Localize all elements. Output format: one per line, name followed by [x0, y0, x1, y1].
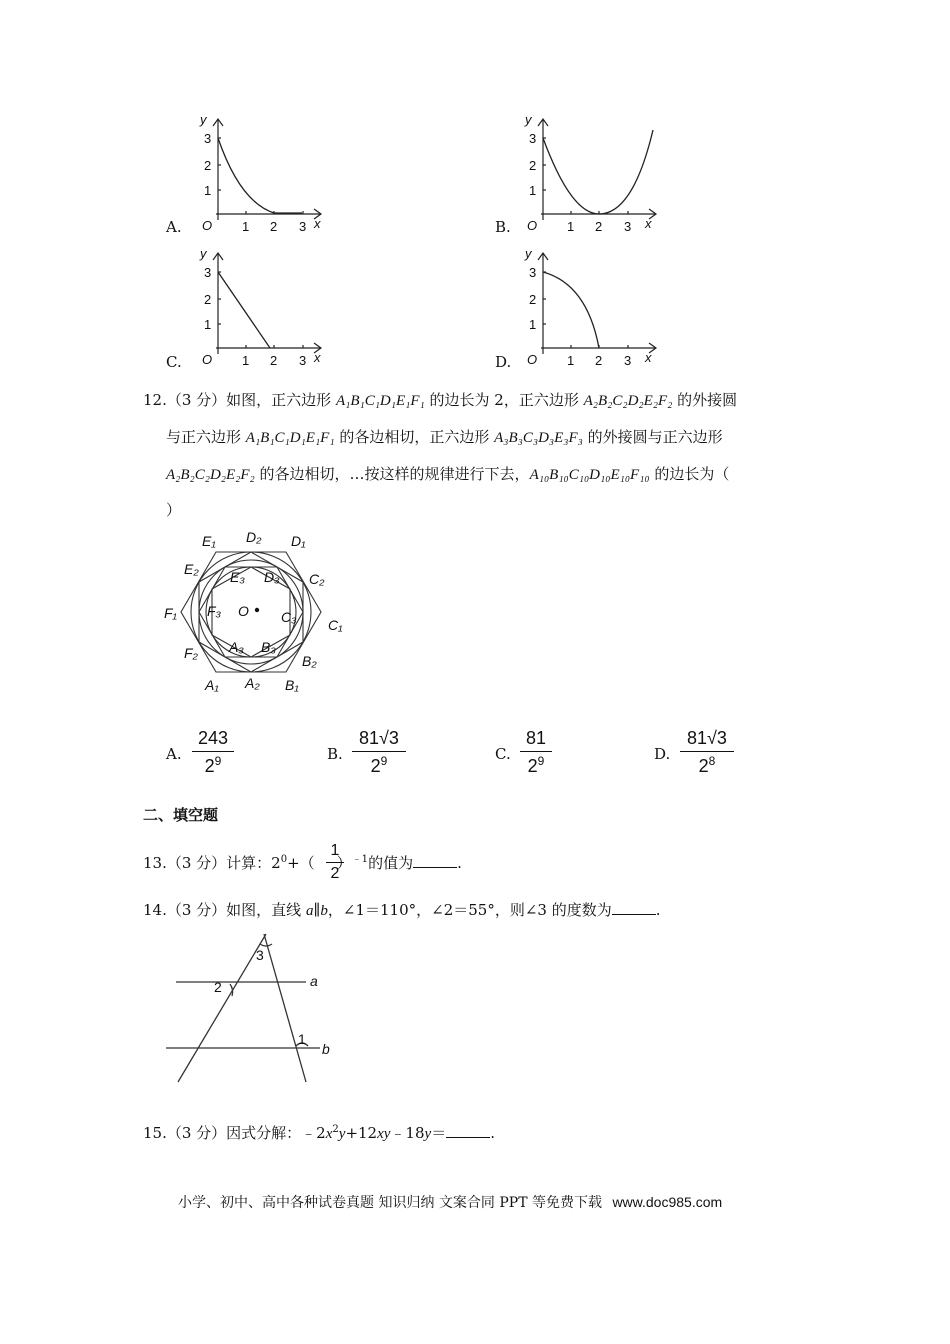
svg-text:A₃: A₃ [229, 639, 244, 655]
q12-option-d-fraction: 81√3 $2^8$ [680, 728, 734, 777]
svg-text:3: 3 [299, 353, 307, 368]
q12-option-c-fraction: 81 $2^9$ [520, 728, 552, 777]
q14-answer-blank[interactable] [612, 900, 656, 915]
svg-text:E₃: E₃ [230, 569, 245, 585]
svg-text:C₃: C₃ [281, 609, 297, 625]
graph-a-xlabel: x [314, 216, 321, 231]
svg-text:3: 3 [624, 353, 632, 368]
svg-text:F₁: F₁ [164, 605, 177, 621]
footer [178, 1192, 722, 1212]
option-d-label: D. [495, 353, 512, 371]
svg-text:F₂: F₂ [184, 645, 198, 661]
footer-text: 小学、初中、高中各种试卷真题 知识归纳 文案合同 PPT 等免费下载 [178, 1195, 602, 1211]
q12-line4: ） [166, 501, 182, 519]
graph-a [190, 110, 340, 238]
svg-text:F₃: F₃ [207, 603, 222, 619]
q15-text: 15.（3 分）因式分解：$﹣2x^2y+12xy﹣18y=$ . [143, 1124, 495, 1142]
svg-text:2: 2 [529, 292, 537, 307]
svg-text:A₂: A₂ [245, 675, 260, 691]
svg-text:x: x [645, 350, 652, 365]
option-b-label: B. [495, 218, 511, 236]
footer-url[interactable]: www.doc985.com [612, 1194, 723, 1210]
svg-text:2: 2 [270, 219, 278, 234]
svg-text:C₂: C₂ [309, 571, 325, 587]
graph-c [190, 244, 340, 372]
svg-text:x: x [645, 216, 652, 231]
graph-b [515, 110, 665, 238]
svg-text:O: O [202, 352, 213, 367]
svg-text:D₃: D₃ [264, 569, 280, 585]
q12-option-c-label: C. [495, 745, 511, 763]
svg-text:1: 1 [242, 219, 250, 234]
svg-text:D₂: D₂ [246, 529, 262, 545]
svg-text:C₁: C₁ [328, 617, 343, 633]
svg-text:y: y [525, 246, 532, 261]
svg-text:2: 2 [270, 353, 278, 368]
svg-text:3: 3 [299, 219, 307, 234]
q12-line2: 与正六边形 A₁B₁C₁D₁E₁F₁ 的各边相切，正六边形 A₃B₃C₃D₃E₃F₃ 的外接圆与正六边形 [166, 428, 723, 446]
svg-text:2: 2 [204, 158, 212, 173]
svg-text:O: O [527, 218, 538, 233]
svg-text:D₁: D₁ [291, 533, 306, 549]
svg-text:1: 1 [204, 317, 212, 332]
svg-text:a: a [310, 973, 318, 989]
svg-text:1: 1 [204, 183, 212, 198]
svg-text:O: O [527, 352, 538, 367]
svg-text:y: y [525, 112, 532, 127]
svg-text:B₁: B₁ [285, 677, 299, 693]
svg-text:2: 2 [595, 353, 603, 368]
svg-text:3: 3 [529, 131, 537, 146]
q12-option-d-label: D. [654, 745, 671, 763]
section-title: 二、填空题 [143, 806, 219, 824]
svg-text:x: x [314, 350, 321, 365]
q12-option-b-label: B. [327, 745, 343, 763]
graph-a-origin: O [202, 218, 213, 233]
svg-text:3: 3 [529, 265, 537, 280]
parallel-lines-figure [160, 928, 350, 1086]
q12-line1: 12.（3 分）如图，正六边形 A₁B₁C₁D₁E₁F₁ 的边长为 2，正六边形 A₂B₂C₂D₂E₂F₂ 的外接圆 [143, 391, 738, 409]
q15-answer-blank[interactable] [446, 1123, 490, 1138]
svg-text:y: y [200, 246, 207, 261]
svg-text:3: 3 [624, 219, 632, 234]
q13-answer-blank[interactable] [413, 853, 457, 868]
q12-line3: A₂B₂C₂D₂E₂F₂ 的各边相切，…按这样的规律进行下去，A₁₀B₁₀C₁₀D₁₀E₁₀F₁₀ 的边长为（ [166, 465, 730, 483]
svg-text:2: 2 [529, 158, 537, 173]
q12-option-b-fraction: 81√3 $2^9$ [352, 728, 406, 777]
option-a-label: A. [166, 218, 182, 236]
q14-text: 14.（3 分）如图，直线 a∥b，∠1＝110°，∠2＝55°，则∠3 的度数为 . [143, 901, 661, 919]
option-c-label: C. [166, 353, 182, 371]
svg-text:B₃: B₃ [261, 639, 276, 655]
svg-text:O: O [238, 603, 249, 619]
hexagon-figure [160, 528, 360, 698]
q12-option-a-fraction: 243 $2^9$ [192, 728, 234, 777]
svg-text:E₁: E₁ [202, 533, 216, 549]
svg-text:2: 2 [204, 292, 212, 307]
graph-a-ylabel: y [200, 112, 207, 127]
svg-text:1: 1 [567, 353, 575, 368]
q13-text: 13.（3 分）计算：$2^0+$（ ）$^{﹣1}$的值为 . [143, 854, 462, 872]
svg-text:2: 2 [595, 219, 603, 234]
svg-text:1: 1 [567, 219, 575, 234]
graph-d [515, 244, 665, 372]
svg-text:b: b [322, 1041, 330, 1057]
svg-text:1: 1 [529, 183, 537, 198]
svg-text:2: 2 [214, 979, 222, 995]
svg-text:1: 1 [242, 353, 250, 368]
svg-text:3: 3 [204, 131, 212, 146]
q12-option-a-label: A. [166, 745, 182, 763]
q13-fraction: 1 2 [326, 842, 344, 883]
svg-text:E₂: E₂ [184, 561, 199, 577]
svg-text:A₁: A₁ [205, 677, 219, 693]
svg-text:1: 1 [529, 317, 537, 332]
svg-text:B₂: B₂ [302, 653, 317, 669]
svg-text:3: 3 [204, 265, 212, 280]
svg-text:3: 3 [256, 947, 264, 963]
svg-text:1: 1 [298, 1031, 306, 1047]
